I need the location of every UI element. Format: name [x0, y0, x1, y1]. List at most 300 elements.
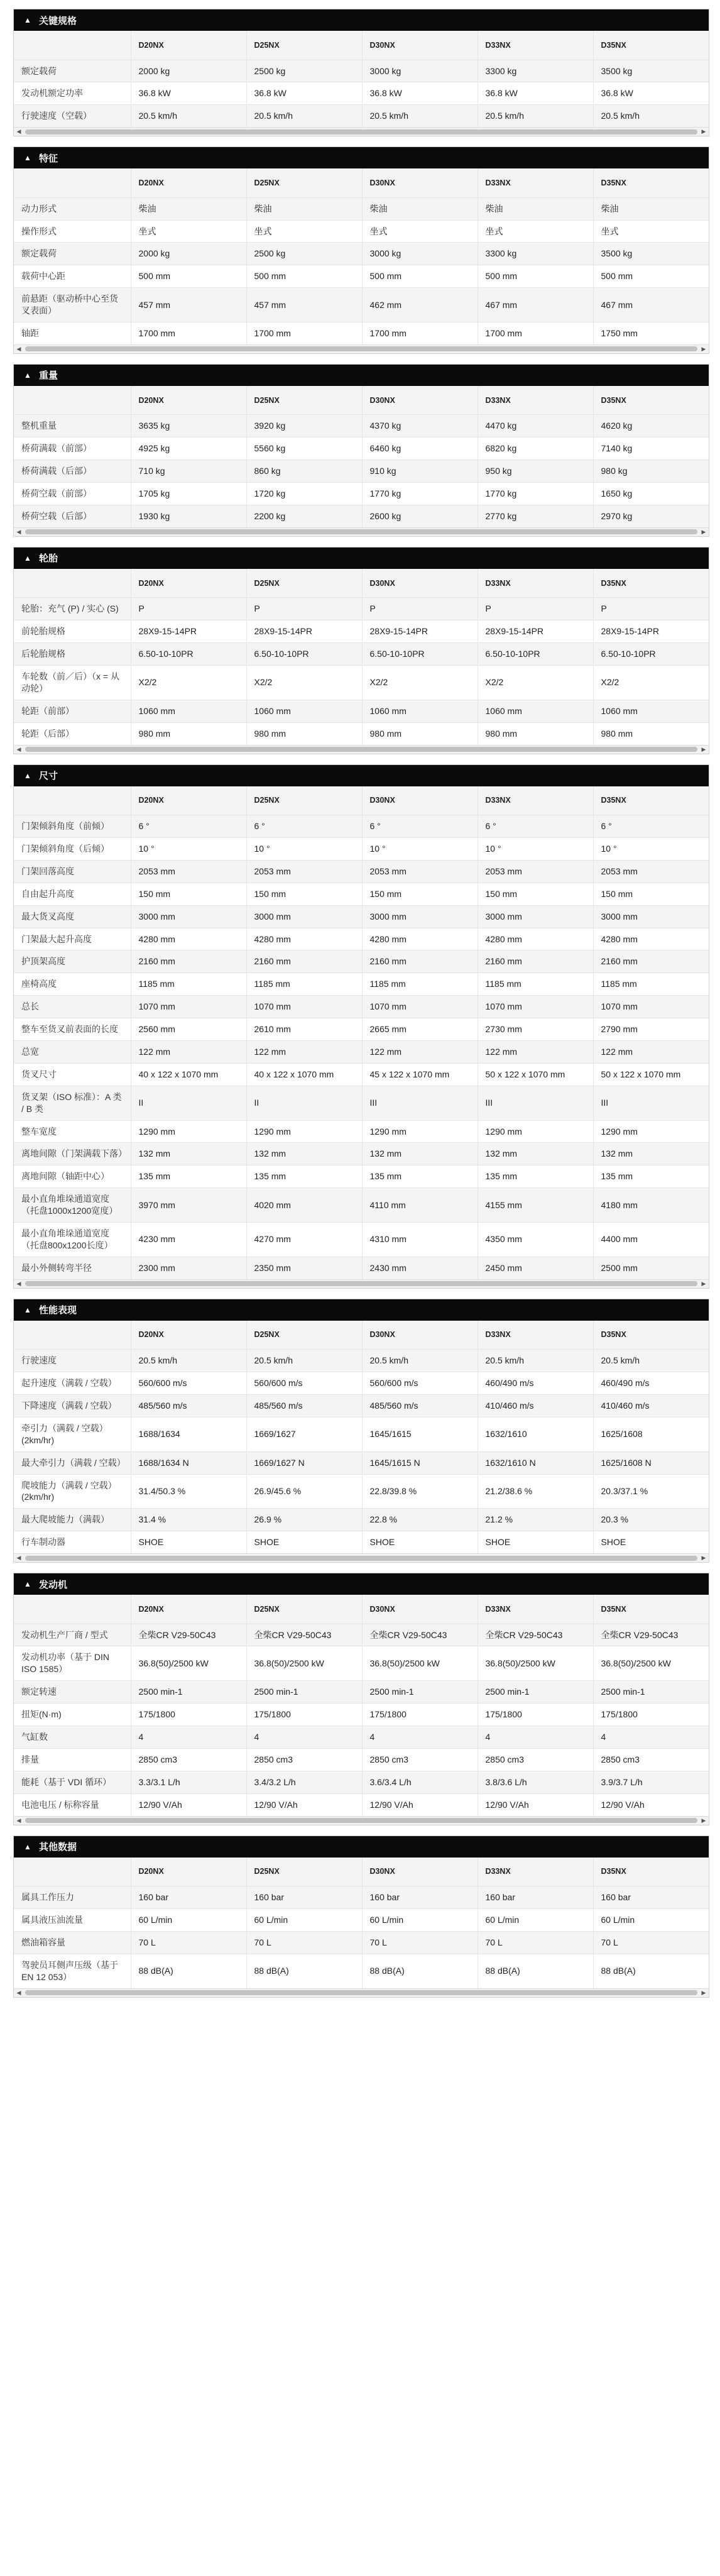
table-row	[14, 1931, 709, 1954]
spec-value: 31.4/50.3 %	[131, 1474, 246, 1509]
horizontal-scrollbar[interactable]	[14, 127, 709, 136]
model-header: D25NX	[246, 1321, 362, 1350]
spec-label: 排量	[14, 1748, 131, 1771]
spec-value: 460/490 m/s	[477, 1372, 593, 1395]
spec-label: 最大货叉高度	[14, 905, 131, 928]
header-blank	[14, 168, 131, 197]
spec-value: 500 mm	[246, 265, 362, 288]
table-row	[14, 1886, 709, 1909]
section-header[interactable]	[14, 9, 709, 31]
spec-table	[14, 1321, 709, 1553]
spec-table	[14, 386, 709, 527]
table-row	[14, 197, 709, 220]
spec-value: 1070 mm	[362, 996, 477, 1018]
spec-value: 全柴CR V29-50C43	[362, 1624, 477, 1646]
spec-label: 门架最大起升高度	[14, 928, 131, 950]
spec-value: 2850 cm3	[131, 1748, 246, 1771]
horizontal-scrollbar[interactable]	[14, 1553, 709, 1562]
collapse-chevron-icon[interactable]: ▲	[24, 1580, 31, 1589]
spec-value: 88 dB(A)	[593, 1954, 709, 1988]
model-header-row	[14, 569, 709, 598]
spec-value: 6.50-10-10PR	[131, 643, 246, 666]
spec-value: 132 mm	[131, 1143, 246, 1165]
spec-label: 最小直角堆垛通道宽度（托盘800x1200长度）	[14, 1223, 131, 1257]
spec-value: 485/560 m/s	[246, 1394, 362, 1417]
spec-value: 1290 mm	[477, 1120, 593, 1143]
spec-value: 122 mm	[477, 1041, 593, 1064]
spec-value: 1720 kg	[246, 483, 362, 505]
table-row	[14, 1041, 709, 1064]
spec-section	[13, 364, 709, 537]
spec-value: 20.5 km/h	[131, 1350, 246, 1372]
spec-value: 980 mm	[246, 722, 362, 744]
spec-value: 21.2/38.6 %	[477, 1474, 593, 1509]
section-title: 轮胎	[39, 553, 58, 564]
section-header[interactable]	[14, 365, 709, 386]
model-header: D30NX	[362, 168, 477, 197]
spec-value: 160 bar	[362, 1886, 477, 1909]
spec-value: 150 mm	[362, 883, 477, 905]
spec-value: SHOE	[477, 1531, 593, 1553]
spec-value: 3300 kg	[477, 60, 593, 82]
spec-label: 牵引力（满载 / 空载）(2km/hr)	[14, 1417, 131, 1451]
spec-value: 31.4 %	[131, 1509, 246, 1531]
spec-value: 6 °	[362, 815, 477, 838]
spec-label: 桥荷满载（后部）	[14, 460, 131, 483]
model-header: D20NX	[131, 569, 246, 598]
spec-label: 下降速度（满载 / 空载）	[14, 1394, 131, 1417]
collapse-chevron-icon[interactable]: ▲	[24, 771, 31, 780]
spec-value: 457 mm	[246, 288, 362, 322]
spec-value: 160 bar	[131, 1886, 246, 1909]
spec-value: 柴油	[593, 197, 709, 220]
spec-value: 12/90 V/Ah	[131, 1793, 246, 1815]
spec-value: 20.5 km/h	[131, 105, 246, 127]
model-header: D33NX	[477, 386, 593, 415]
scroll-right-icon[interactable]: ▶	[701, 1555, 706, 1561]
spec-label: 扭矩(N·m)	[14, 1704, 131, 1726]
collapse-chevron-icon[interactable]: ▲	[24, 16, 31, 25]
model-header: D25NX	[246, 1595, 362, 1624]
scroll-left-icon[interactable]: ◀	[16, 1280, 21, 1287]
spec-label: 门架回落高度	[14, 860, 131, 883]
spec-value: 1669/1627	[246, 1417, 362, 1451]
spec-value: 柴油	[246, 197, 362, 220]
spec-label: 整车至货叉前表面的长度	[14, 1018, 131, 1041]
spec-value: 28X9-15-14PR	[477, 620, 593, 643]
spec-label: 操作形式	[14, 220, 131, 243]
spec-value: II	[246, 1086, 362, 1120]
model-header-row	[14, 31, 709, 60]
spec-label: 最大牵引力（满载 / 空载）	[14, 1451, 131, 1474]
collapse-chevron-icon[interactable]: ▲	[24, 370, 31, 380]
scroll-left-icon[interactable]: ◀	[16, 345, 21, 352]
spec-value: 45 x 122 x 1070 mm	[362, 1063, 477, 1086]
spec-value: 467 mm	[593, 288, 709, 322]
table-row	[14, 1748, 709, 1771]
table-row	[14, 82, 709, 105]
spec-label: 行车制动器	[14, 1531, 131, 1553]
spec-value: 1185 mm	[131, 973, 246, 996]
table-row	[14, 1188, 709, 1223]
table-row	[14, 1143, 709, 1165]
table-row	[14, 265, 709, 288]
section-title: 重量	[39, 370, 58, 382]
spec-value: 3970 mm	[131, 1188, 246, 1223]
model-header: D25NX	[246, 1858, 362, 1886]
spec-value: X2/2	[593, 666, 709, 700]
model-header: D30NX	[362, 786, 477, 815]
table-row	[14, 1223, 709, 1257]
spec-value: 40 x 122 x 1070 mm	[246, 1063, 362, 1086]
spec-value: 3000 mm	[477, 905, 593, 928]
spec-value: 36.8(50)/2500 kW	[362, 1646, 477, 1681]
scroll-right-icon[interactable]: ▶	[701, 128, 706, 135]
spec-value: 500 mm	[593, 265, 709, 288]
spec-value: 150 mm	[246, 883, 362, 905]
spec-section	[13, 1573, 709, 1825]
spec-value: 20.5 km/h	[246, 1350, 362, 1372]
spec-value: 4280 mm	[593, 928, 709, 950]
spec-value: 1290 mm	[362, 1120, 477, 1143]
spec-label: 载荷中心距	[14, 265, 131, 288]
spec-value: 410/460 m/s	[593, 1394, 709, 1417]
model-header: D33NX	[477, 168, 593, 197]
spec-value: 3920 kg	[246, 415, 362, 438]
spec-value: 50 x 122 x 1070 mm	[477, 1063, 593, 1086]
scrollbar-thumb[interactable]	[25, 129, 697, 135]
table-row	[14, 1771, 709, 1793]
spec-table	[14, 31, 709, 127]
spec-value: 4	[477, 1726, 593, 1749]
horizontal-scrollbar[interactable]	[14, 344, 709, 353]
spec-value: III	[362, 1086, 477, 1120]
spec-value: 全柴CR V29-50C43	[246, 1624, 362, 1646]
section-title: 特征	[39, 153, 58, 164]
spec-value: 20.5 km/h	[246, 105, 362, 127]
spec-value: 4620 kg	[593, 415, 709, 438]
collapse-chevron-icon[interactable]: ▲	[24, 153, 31, 163]
model-header: D20NX	[131, 168, 246, 197]
model-header: D20NX	[131, 1858, 246, 1886]
section-header[interactable]	[14, 1573, 709, 1595]
section-title: 性能表现	[39, 1305, 77, 1316]
spec-value: 70 L	[131, 1931, 246, 1954]
model-header-row	[14, 1858, 709, 1886]
header-blank	[14, 786, 131, 815]
spec-label: 属具液压油流量	[14, 1909, 131, 1932]
spec-label: 爬坡能力（满载 / 空载）(2km/hr)	[14, 1474, 131, 1509]
table-row	[14, 1793, 709, 1815]
table-row	[14, 1165, 709, 1188]
spec-value: 135 mm	[593, 1165, 709, 1188]
table-row	[14, 860, 709, 883]
model-header: D20NX	[131, 1595, 246, 1624]
spec-value: 3.3/3.1 L/h	[131, 1771, 246, 1793]
spec-value: 12/90 V/Ah	[477, 1793, 593, 1815]
scroll-left-icon[interactable]: ◀	[16, 746, 21, 752]
model-header: D25NX	[246, 786, 362, 815]
spec-value: P	[362, 598, 477, 620]
model-header: D30NX	[362, 1858, 477, 1886]
spec-value: 2500 kg	[246, 243, 362, 265]
table-row	[14, 1120, 709, 1143]
table-row	[14, 815, 709, 838]
scroll-left-icon[interactable]: ◀	[16, 528, 21, 535]
scrollbar-thumb[interactable]	[25, 1281, 697, 1286]
spec-value: 3500 kg	[593, 243, 709, 265]
spec-value: 10 °	[593, 837, 709, 860]
spec-value: 50 x 122 x 1070 mm	[593, 1063, 709, 1086]
spec-value: SHOE	[131, 1531, 246, 1553]
spec-value: 坐式	[593, 220, 709, 243]
spec-value: 132 mm	[477, 1143, 593, 1165]
table-row	[14, 598, 709, 620]
table-row	[14, 483, 709, 505]
model-header: D20NX	[131, 386, 246, 415]
spec-value: 2790 mm	[593, 1018, 709, 1041]
model-header: D33NX	[477, 1595, 593, 1624]
spec-label: 动力形式	[14, 197, 131, 220]
spec-value: 柴油	[362, 197, 477, 220]
spec-value: P	[131, 598, 246, 620]
table-row	[14, 288, 709, 322]
table-row	[14, 950, 709, 973]
spec-value: 6.50-10-10PR	[246, 643, 362, 666]
spec-value: III	[593, 1086, 709, 1120]
model-header: D25NX	[246, 168, 362, 197]
model-header: D35NX	[593, 569, 709, 598]
horizontal-scrollbar[interactable]	[14, 1279, 709, 1288]
table-row	[14, 1350, 709, 1372]
spec-value: 122 mm	[246, 1041, 362, 1064]
spec-value: 1185 mm	[477, 973, 593, 996]
model-header: D33NX	[477, 1858, 593, 1886]
spec-value: 460/490 m/s	[593, 1372, 709, 1395]
section-header[interactable]	[14, 1299, 709, 1321]
spec-value: 3.8/3.6 L/h	[477, 1771, 593, 1793]
spec-value: 1645/1615	[362, 1417, 477, 1451]
spec-value: 2500 kg	[246, 60, 362, 82]
spec-value: 1060 mm	[131, 700, 246, 722]
scroll-right-icon[interactable]: ▶	[701, 1817, 706, 1824]
spec-value: 36.8(50)/2500 kW	[593, 1646, 709, 1681]
scroll-right-icon[interactable]: ▶	[701, 1280, 706, 1287]
scroll-left-icon[interactable]: ◀	[16, 1555, 21, 1561]
table-row	[14, 243, 709, 265]
section-header[interactable]	[14, 765, 709, 786]
spec-value: 4400 mm	[593, 1223, 709, 1257]
spec-label: 离地间隙（轴距中心）	[14, 1165, 131, 1188]
spec-label: 轮距（前部）	[14, 700, 131, 722]
table-row	[14, 1474, 709, 1509]
scrollbar-thumb[interactable]	[25, 1990, 697, 1995]
spec-value: 2610 mm	[246, 1018, 362, 1041]
spec-value: 2053 mm	[246, 860, 362, 883]
horizontal-scrollbar[interactable]	[14, 1988, 709, 1997]
spec-value: 2500 min-1	[593, 1681, 709, 1704]
section-header[interactable]	[14, 1836, 709, 1858]
table-row	[14, 973, 709, 996]
section-header[interactable]	[14, 147, 709, 168]
header-blank	[14, 1595, 131, 1624]
model-header: D30NX	[362, 31, 477, 60]
spec-value: 2000 kg	[131, 243, 246, 265]
model-header-row	[14, 786, 709, 815]
table-row	[14, 505, 709, 527]
spec-label: 桥荷满载（前部）	[14, 438, 131, 460]
spec-value: 坐式	[131, 220, 246, 243]
model-header: D35NX	[593, 786, 709, 815]
spec-value: 4280 mm	[362, 928, 477, 950]
spec-value: 2160 mm	[477, 950, 593, 973]
spec-value: 1650 kg	[593, 483, 709, 505]
section-title: 其他数据	[39, 1842, 77, 1853]
spec-value: 10 °	[246, 837, 362, 860]
table-row	[14, 460, 709, 483]
spec-value: 22.8/39.8 %	[362, 1474, 477, 1509]
section-header[interactable]	[14, 548, 709, 569]
model-header: D25NX	[246, 31, 362, 60]
model-header-row	[14, 168, 709, 197]
spec-value: 全柴CR V29-50C43	[593, 1624, 709, 1646]
spec-label: 额定载荷	[14, 60, 131, 82]
spec-value: 88 dB(A)	[246, 1954, 362, 1988]
table-row	[14, 1086, 709, 1120]
spec-value: 457 mm	[131, 288, 246, 322]
spec-value: 3.4/3.2 L/h	[246, 1771, 362, 1793]
spec-value: 12/90 V/Ah	[246, 1793, 362, 1815]
spec-value: 160 bar	[593, 1886, 709, 1909]
spec-value: 1669/1627 N	[246, 1451, 362, 1474]
spec-value: 4280 mm	[246, 928, 362, 950]
scroll-left-icon[interactable]: ◀	[16, 1817, 21, 1824]
table-row	[14, 1372, 709, 1395]
spec-label: 整机重量	[14, 415, 131, 438]
spec-label: 后轮胎规格	[14, 643, 131, 666]
spec-value: 1632/1610 N	[477, 1451, 593, 1474]
spec-value: X2/2	[131, 666, 246, 700]
spec-value: 3000 mm	[131, 905, 246, 928]
spec-label: 发动机额定功率	[14, 82, 131, 105]
spec-value: 2770 kg	[477, 505, 593, 527]
spec-value: 2500 mm	[593, 1257, 709, 1279]
table-row	[14, 905, 709, 928]
spec-value: 坐式	[246, 220, 362, 243]
table-row	[14, 220, 709, 243]
spec-value: 1185 mm	[246, 973, 362, 996]
spec-value: 2350 mm	[246, 1257, 362, 1279]
spec-value: 36.8(50)/2500 kW	[246, 1646, 362, 1681]
scrollbar-thumb[interactable]	[25, 529, 697, 534]
table-row	[14, 1726, 709, 1749]
spec-label: 轮胎：充气 (P) / 实心 (S)	[14, 598, 131, 620]
collapse-chevron-icon[interactable]: ▲	[24, 1305, 31, 1314]
spec-value: 1185 mm	[362, 973, 477, 996]
scroll-right-icon[interactable]: ▶	[701, 528, 706, 535]
spec-label: 能耗（基于 VDI 循环）	[14, 1771, 131, 1793]
table-row	[14, 837, 709, 860]
scrollbar-thumb[interactable]	[25, 346, 697, 351]
spec-label: 轴距	[14, 322, 131, 344]
spec-value: 88 dB(A)	[477, 1954, 593, 1988]
spec-value: 36.8(50)/2500 kW	[477, 1646, 593, 1681]
model-header: D20NX	[131, 1321, 246, 1350]
model-header-row	[14, 1321, 709, 1350]
spec-value: 3000 mm	[362, 905, 477, 928]
scroll-right-icon[interactable]: ▶	[701, 1989, 706, 1996]
horizontal-scrollbar[interactable]	[14, 745, 709, 754]
scrollbar-thumb[interactable]	[25, 747, 697, 752]
spec-value: 2160 mm	[131, 950, 246, 973]
scrollbar-thumb[interactable]	[25, 1556, 697, 1561]
spec-value: 70 L	[246, 1931, 362, 1954]
model-header-row	[14, 1595, 709, 1624]
spec-value: 60 L/min	[362, 1909, 477, 1932]
spec-value: P	[593, 598, 709, 620]
scroll-right-icon[interactable]: ▶	[701, 746, 706, 752]
collapse-chevron-icon[interactable]: ▲	[24, 553, 31, 563]
spec-value: 40 x 122 x 1070 mm	[131, 1063, 246, 1086]
section-title: 尺寸	[39, 771, 58, 782]
scroll-right-icon[interactable]: ▶	[701, 345, 706, 352]
spec-value: 1700 mm	[246, 322, 362, 344]
table-row	[14, 1531, 709, 1553]
horizontal-scrollbar[interactable]	[14, 1816, 709, 1825]
horizontal-scrollbar[interactable]	[14, 527, 709, 536]
spec-value: 20.3/37.1 %	[593, 1474, 709, 1509]
scroll-left-icon[interactable]: ◀	[16, 128, 21, 135]
collapse-chevron-icon[interactable]: ▲	[24, 1842, 31, 1851]
spec-value: 6 °	[477, 815, 593, 838]
spec-label: 最小直角堆垛通道宽度（托盘1000x1200宽度）	[14, 1188, 131, 1223]
spec-value: 1930 kg	[131, 505, 246, 527]
scroll-left-icon[interactable]: ◀	[16, 1989, 21, 1996]
spec-value: 4925 kg	[131, 438, 246, 460]
spec-value: 122 mm	[362, 1041, 477, 1064]
model-header: D30NX	[362, 1321, 477, 1350]
spec-value: 1700 mm	[131, 322, 246, 344]
spec-label: 属具工作压力	[14, 1886, 131, 1909]
spec-value: 3635 kg	[131, 415, 246, 438]
table-row	[14, 60, 709, 82]
table-row	[14, 666, 709, 700]
spec-value: 1700 mm	[477, 322, 593, 344]
spec-value: 1060 mm	[362, 700, 477, 722]
spec-value: 1060 mm	[477, 700, 593, 722]
spec-label: 离地间隙（门架满载下落）	[14, 1143, 131, 1165]
spec-label: 总长	[14, 996, 131, 1018]
model-header: D35NX	[593, 31, 709, 60]
spec-table	[14, 1595, 709, 1816]
spec-value: 710 kg	[131, 460, 246, 483]
table-row	[14, 1646, 709, 1681]
spec-value: 4270 mm	[246, 1223, 362, 1257]
spec-value: 全柴CR V29-50C43	[477, 1624, 593, 1646]
spec-label: 自由起升高度	[14, 883, 131, 905]
spec-value: 3.9/3.7 L/h	[593, 1771, 709, 1793]
spec-value: 2730 mm	[477, 1018, 593, 1041]
spec-label: 前轮胎规格	[14, 620, 131, 643]
spec-value: 60 L/min	[246, 1909, 362, 1932]
spec-value: 3000 mm	[246, 905, 362, 928]
spec-value: 70 L	[593, 1931, 709, 1954]
spec-value: 980 mm	[131, 722, 246, 744]
spec-value: 6.50-10-10PR	[593, 643, 709, 666]
spec-value: 22.8 %	[362, 1509, 477, 1531]
scrollbar-thumb[interactable]	[25, 1818, 697, 1823]
header-blank	[14, 569, 131, 598]
